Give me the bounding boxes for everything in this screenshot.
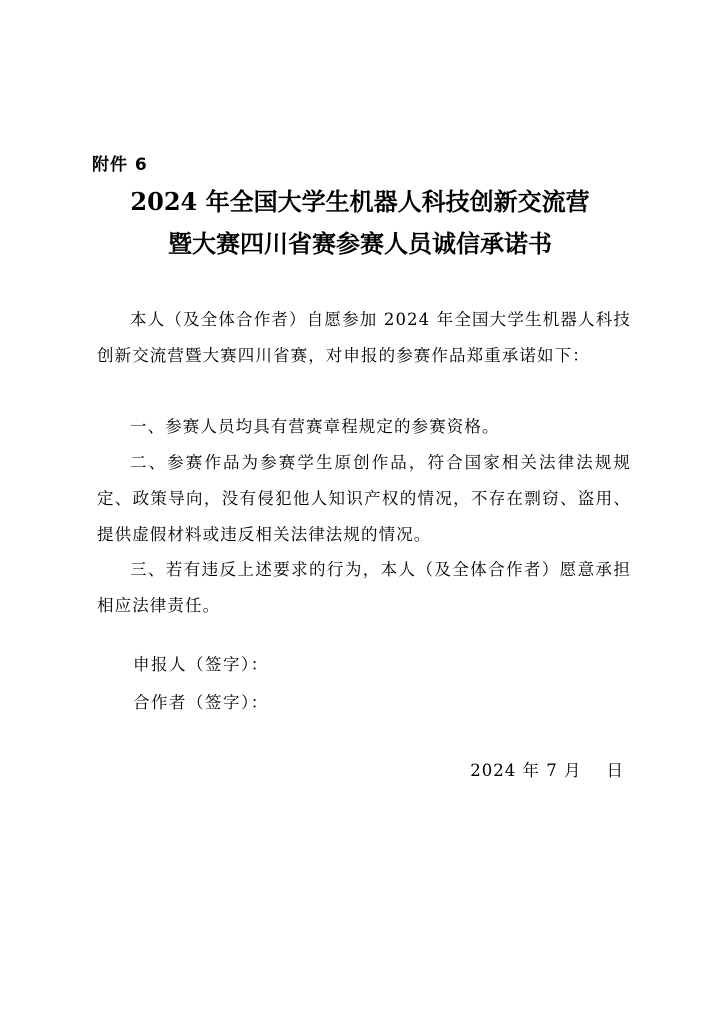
commitment-item-1: 一、参赛人员均具有营赛章程规定的参赛资格。 (130, 417, 500, 436)
collaborator-signature-line: 合作者（签字）： (133, 693, 269, 712)
document-title-line-1: 2024 年全国大学生机器人科技创新交流营 (130, 187, 590, 216)
commitment-item-1-block (97, 409, 631, 445)
document-title-line-2: 暨大赛四川省赛参赛人员诚信承诺书 (168, 229, 552, 258)
commitment-item-3-block (97, 552, 631, 624)
commitment-item-2: 二、参赛作品为参赛学生原创作品，符合国家相关法律法规规定、政策导向，没有侵犯他人知识产权的情况，不存在剽窃、盗用、提供虚假材料或违反相关法律法规的情况。 (97, 453, 631, 544)
commitment-item-2-block (97, 445, 631, 553)
attachment-label: 附件 6 (92, 155, 148, 175)
intro-paragraph-block (97, 302, 631, 374)
applicant-signature-line: 申报人（签字）： (133, 655, 269, 674)
intro-paragraph: 本人（及全体合作者）自愿参加 2024 年全国大学生机器人科技创新交流营暨大赛四川省赛，对申报的参赛作品郑重承诺如下： (97, 310, 631, 365)
document-date: 2024 年 7 月 日 (470, 761, 624, 780)
commitment-item-3: 三、若有违反上述要求的行为，本人（及全体合作者）愿意承担相应法律责任。 (97, 560, 631, 615)
